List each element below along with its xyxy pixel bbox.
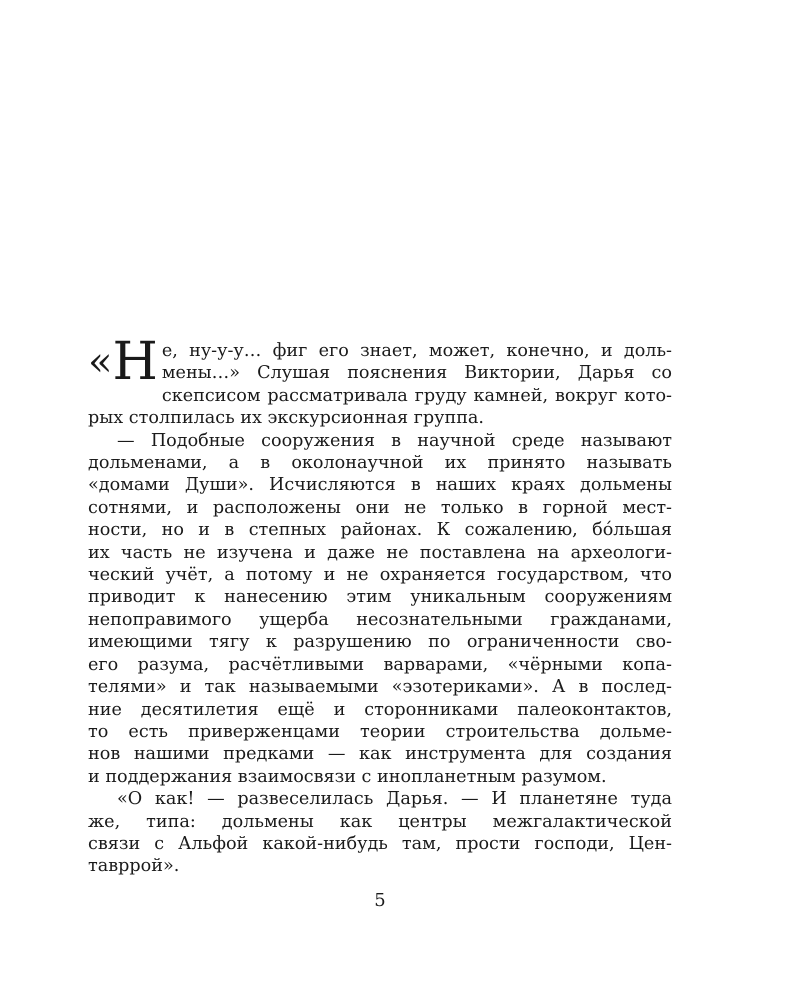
- text-line: их часть не изучена и даже не поставлена на археологи-: [88, 542, 672, 563]
- text-line: сотнями, и расположены они не только в горной мест-: [88, 497, 672, 518]
- text-line: непоправимого ущерба несознательными гражданами,: [88, 609, 672, 630]
- text-line: е, ну-у-у… фиг его знает, может, конечно, и доль-: [161, 341, 672, 361]
- text-line: же, типа: дольмены как центры межгалактической: [88, 811, 672, 832]
- text-line: телями» и так называемыми «эзотериками». А в послед-: [88, 677, 672, 698]
- text-line: и поддержания взаимосвязи с инопланетным разумом.: [88, 766, 607, 787]
- text-line: имеющими тягу к разрушению по ограниченности сво-: [88, 632, 672, 653]
- text-line: связи с Альфой какой-нибудь там, прости господи, Цен-: [88, 833, 672, 854]
- paragraph-3: [88, 788, 672, 878]
- text-line: ческий учёт, а потому и не охраняется государством, что: [88, 565, 672, 586]
- text-line: — Подобные сооружения в научной среде называют: [117, 430, 672, 451]
- drop-cap: [88, 332, 158, 392]
- text-line: то есть приверженцами теории строительства дольме-: [88, 721, 672, 742]
- page-number: 5: [374, 890, 386, 911]
- drop-cap-quote: «: [88, 339, 113, 385]
- text-line: мены…» Слушая пояснения Виктории, Дарья со: [161, 363, 672, 384]
- text-line: дольменами, а в околонаучной их принято называть: [88, 453, 672, 474]
- paragraph-2: [88, 430, 672, 789]
- paragraph-1: [88, 332, 672, 430]
- text-line: «О как! — развеселилась Дарья. — И планетяне туда: [117, 789, 672, 810]
- text-line: тавррой».: [88, 856, 180, 877]
- text-line: ности, но и в степных районах. К сожалению, бóльшая: [88, 520, 672, 541]
- page-body: [88, 332, 672, 878]
- text-line: приводит к нанесению этим уникальным сооружениям: [88, 587, 672, 608]
- text-line: ние десятилетия ещё и сторонниками палеоконтактов,: [88, 699, 672, 720]
- text-line: «домами Души». Исчисляются в наших краях дольмены: [88, 475, 672, 496]
- drop-cap-letter: Н: [112, 332, 158, 392]
- text-line: нов нашими предками — как инструмента для создания: [88, 744, 672, 765]
- text-line: скепсисом рассматривала груду камней, вокруг кото-: [161, 385, 672, 406]
- text-line: рых столпилась их экскурсионная группа.: [88, 408, 485, 429]
- text-line: его разума, расчётливыми варварами, «чёрными копа-: [88, 654, 672, 675]
